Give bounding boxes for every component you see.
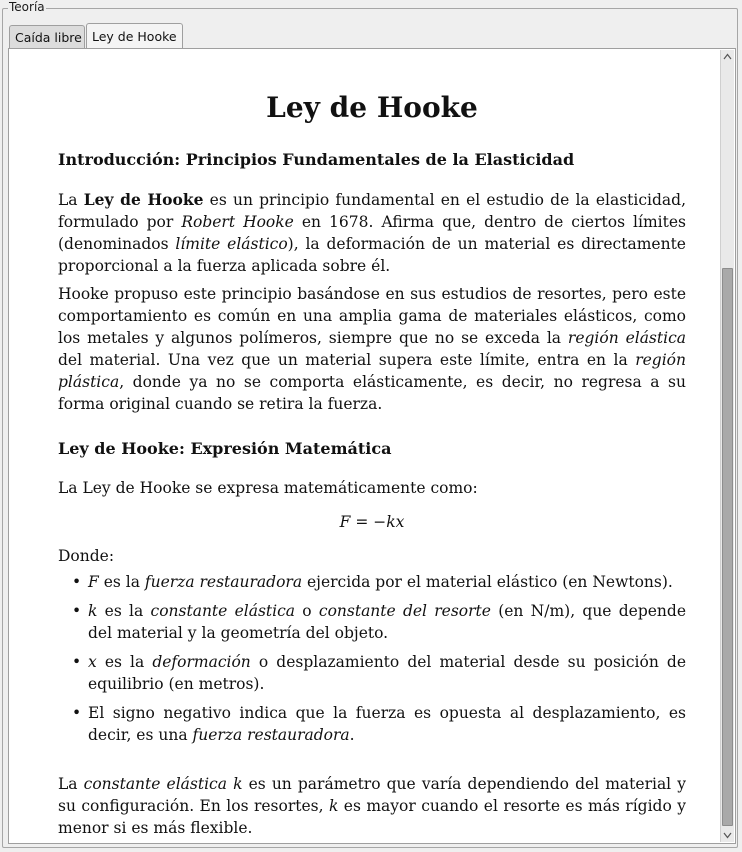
scrollbar-thumb[interactable] (722, 268, 733, 826)
paragraph-intro-1: La Ley de Hooke es un principio fundamental en el estudio de la elasticidad, formulado por Robert Hooke en 1678. Afirma que, dentro de ciertos límites (denominados límite elástico), la deformación de un material es directamente proporcional a la fuerza aplicada sobre él. (58, 190, 687, 275)
where-label: Donde: (58, 547, 115, 565)
arrow-down-icon (723, 831, 732, 839)
scroll-down-button[interactable] (721, 828, 734, 842)
definitions-list (58, 571, 686, 746)
list-item: • F es la fuerza restauradora ejercida por el material elástico (en Newtons). (58, 571, 686, 593)
page-title: Ley de Hooke (266, 91, 478, 124)
hooke-equation: F = −kx (339, 513, 405, 531)
arrow-up-icon (723, 53, 732, 61)
tab-ley-de-hooke[interactable]: Ley de Hooke (86, 23, 183, 49)
list-item: • x es la deformación o desplazamiento del material desde su posición de equilibrio (en metros). (58, 651, 686, 695)
scroll-up-button[interactable] (721, 50, 734, 64)
paragraph-intro-2: Hooke propuso este principio basándose en sus estudios de resortes, pero este comportamiento es común en una amplia gama de materiales elásticos, como los metales y algunos polímeros, siempre que no se exceda la región elástica del material. Una vez que un material supera este límite, entra en la región plástica, donde ya no se comporta elásticamente, es decir, no regresa a su forma original cuando se retira la fuerza. (58, 285, 686, 413)
section-heading-intro: Introducción: Principios Fundamentales de la Elasticidad (58, 150, 575, 169)
paragraph-math-intro: La Ley de Hooke se expresa matemáticamente como: (58, 479, 478, 497)
groupbox-title: Teoría (9, 0, 45, 14)
list-item: • El signo negativo indica que la fuerza es opuesta al desplazamiento, es decir, es una fuerza restauradora. (58, 702, 686, 746)
list-item: • k es la constante elástica o constante del resorte (en N/m), que depende del material y la geometría del objeto. (58, 600, 686, 644)
document-pane (8, 48, 736, 844)
tab-caida-libre[interactable]: Caída libre (9, 25, 85, 48)
vertical-scrollbar[interactable] (720, 50, 734, 842)
section-heading-math: Ley de Hooke: Expresión Matemática (58, 439, 392, 458)
paragraph-elastic-constant: La constante elástica k es un parámetro que varía dependiendo del material y su configuración. En los resortes, k es mayor cuando el resorte es más rígido y menor si es más flexible. (58, 775, 687, 837)
